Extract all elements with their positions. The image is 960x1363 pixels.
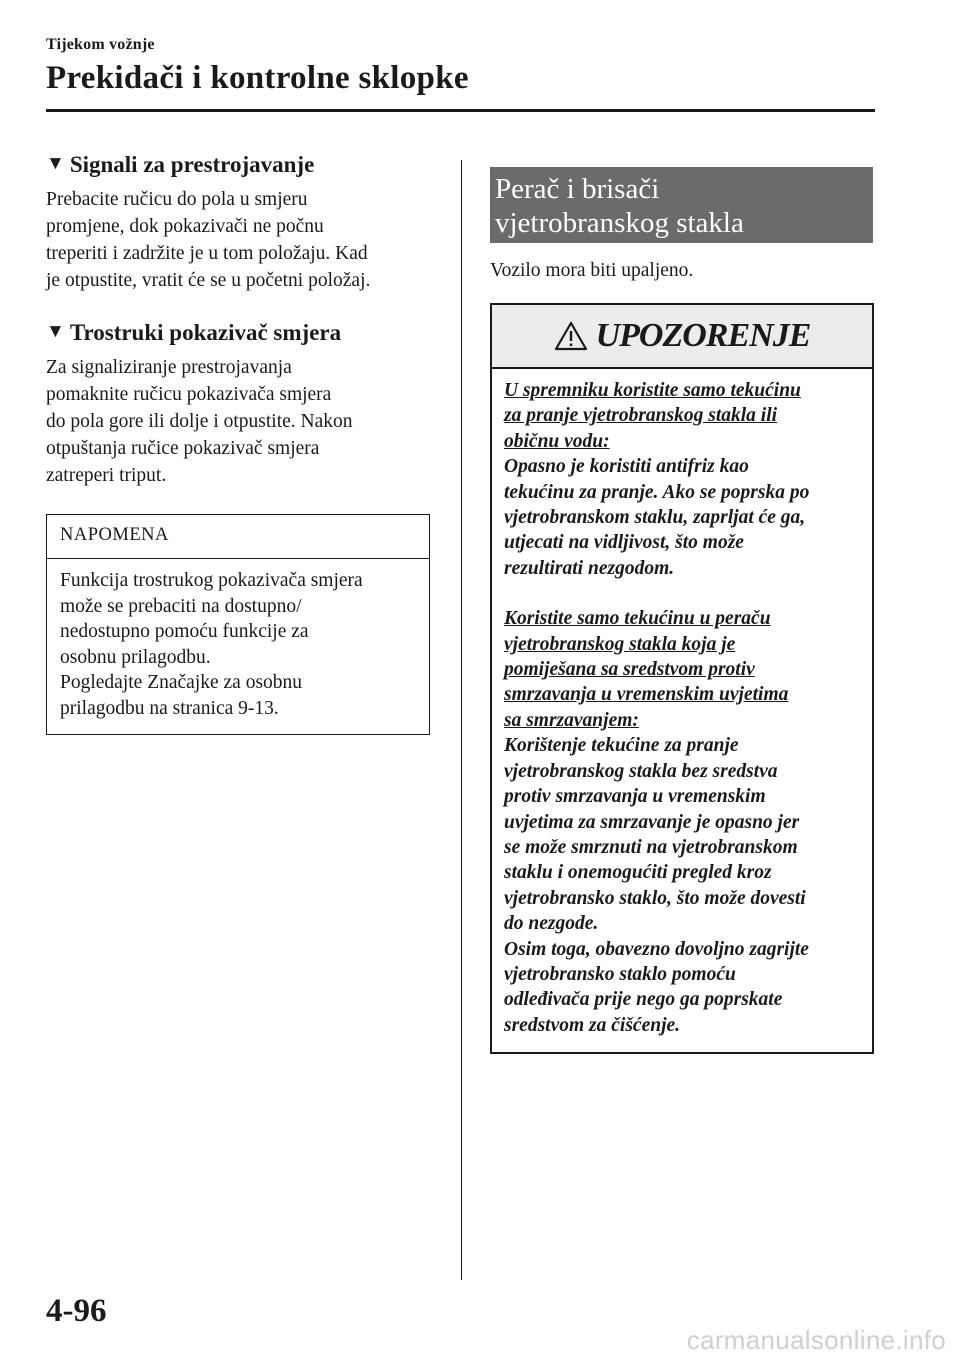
note-box <box>46 514 430 735</box>
note-body <box>47 559 429 734</box>
section-label: Tijekom vožnje <box>46 36 155 53</box>
heading-line: vjetrobranskog stakla <box>495 207 744 239</box>
right-column <box>490 167 874 1054</box>
text-line: Opasno je koristiti antifriz kao <box>504 456 749 478</box>
text-line: sredstvom za čišćenje. <box>504 1014 681 1036</box>
text-line: pomiješana sa sredstvom protiv <box>504 659 755 681</box>
lane-change-text <box>46 186 436 294</box>
text-line: Osim toga, obavezno dovoljno zagrijte <box>504 938 809 960</box>
page-number: 4-96 <box>46 1293 107 1329</box>
chapter-title: Prekidači i kontrolne sklopke <box>46 60 469 96</box>
watermark: carmanualsonline.info <box>686 1325 946 1355</box>
text-line: staklu i onemogućiti pregled kroz <box>504 862 772 884</box>
warning-subheading-1 <box>504 378 860 454</box>
lane-change-heading-text: Signali za prestrojavanje <box>69 152 315 177</box>
text-line: običnu vodu: <box>504 430 610 452</box>
text-line: vjetrobranskog stakla koja je <box>504 633 736 655</box>
lane-change-heading <box>46 152 436 178</box>
text-line: prilagodbu na stranica 9-13. <box>60 697 279 719</box>
text-line: treperiti i zadržite je u tom položaju. Kad <box>46 243 368 264</box>
note-title: NAPOMENA <box>47 515 429 559</box>
triple-turn-text <box>46 354 436 489</box>
text-line: odleđivača prije nego ga poprskate <box>504 989 783 1011</box>
text-line: Koristite samo tekućinu u peraču <box>504 608 771 630</box>
text-line: vjetrobransko staklo pomoću <box>504 963 736 985</box>
triangle-bullet-icon: ▼ <box>46 153 65 174</box>
washer-wiper-heading <box>490 167 873 243</box>
text-line: vjetrobranskom staklu, zaprljat će ga, <box>504 507 806 529</box>
text-line: za pranje vjetrobranskog stakla ili <box>504 405 778 427</box>
triple-turn-heading-text: Trostruki pokazivač smjera <box>69 320 342 345</box>
text-line: tekućinu za pranje. Ako se poprska po <box>504 481 810 503</box>
text-line: protiv smrzavanja u vremenskim <box>504 786 766 808</box>
text-line: Pogledajte Značajke za osobnu <box>60 672 303 694</box>
text-line: promjene, dok pokazivači ne počnu <box>46 216 324 237</box>
warning-header <box>492 305 872 369</box>
text-line: vjetrobransko staklo, što može dovesti <box>504 887 806 909</box>
warning-title: UPOZORENJE <box>595 317 811 354</box>
warning-body <box>492 369 872 1052</box>
text-line: može se prebaciti na dostupno/ <box>60 595 302 617</box>
text-line: Za signaliziranje prestrojavanja <box>46 357 292 378</box>
text-line: je otpustite, vratit će se u početni položaj. <box>46 270 371 291</box>
warning-text-1 <box>504 454 860 581</box>
text-line: osobnu prilagodbu. <box>60 646 211 668</box>
text-line: vjetrobranskog stakla bez sredstva <box>504 760 778 782</box>
heading-line: Perač i brisači <box>495 173 660 205</box>
text-line: do pola gore ili dolje i otpustite. Nakon <box>46 411 353 432</box>
left-column <box>46 152 436 735</box>
text-line: pomaknite ručicu pokazivača smjera <box>46 384 332 405</box>
text-line: utjecati na vidljivost, što može <box>504 532 744 554</box>
warning-box <box>490 303 874 1054</box>
warning-text-2 <box>504 733 860 1038</box>
triangle-bullet-icon: ▼ <box>46 321 65 342</box>
text-line: zatreperi triput. <box>46 465 167 486</box>
warning-triangle-icon <box>554 321 588 351</box>
text-line: nedostupno pomoću funkcije za <box>60 621 309 643</box>
text-line: smrzavanja u vremenskim uvjetima <box>504 684 789 706</box>
text-line: otpuštanja ručice pokazivač smjera <box>46 438 320 459</box>
column-divider <box>461 160 462 1280</box>
intro-text: Vozilo mora biti upaljeno. <box>490 260 694 281</box>
spacer <box>504 581 860 606</box>
text-line: rezultirati nezgodom. <box>504 557 675 579</box>
text-line: Prebacite ručicu do pola u smjeru <box>46 189 308 210</box>
text-line: sa smrzavanjem: <box>504 709 639 731</box>
text-line: do nezgode. <box>504 913 599 935</box>
triple-turn-heading <box>46 320 436 346</box>
text-line: Funkcija trostrukog pokazivača smjera <box>60 570 363 591</box>
text-line: Korištenje tekućine za pranje <box>504 735 739 757</box>
text-line: se može smrznuti na vjetrobranskom <box>504 836 798 858</box>
warning-subheading-2 <box>504 606 860 733</box>
header-rule <box>46 109 875 112</box>
text-line: U spremniku koristite samo tekućinu <box>504 380 801 401</box>
text-line: uvjetima za smrzavanje je opasno jer <box>504 811 800 833</box>
